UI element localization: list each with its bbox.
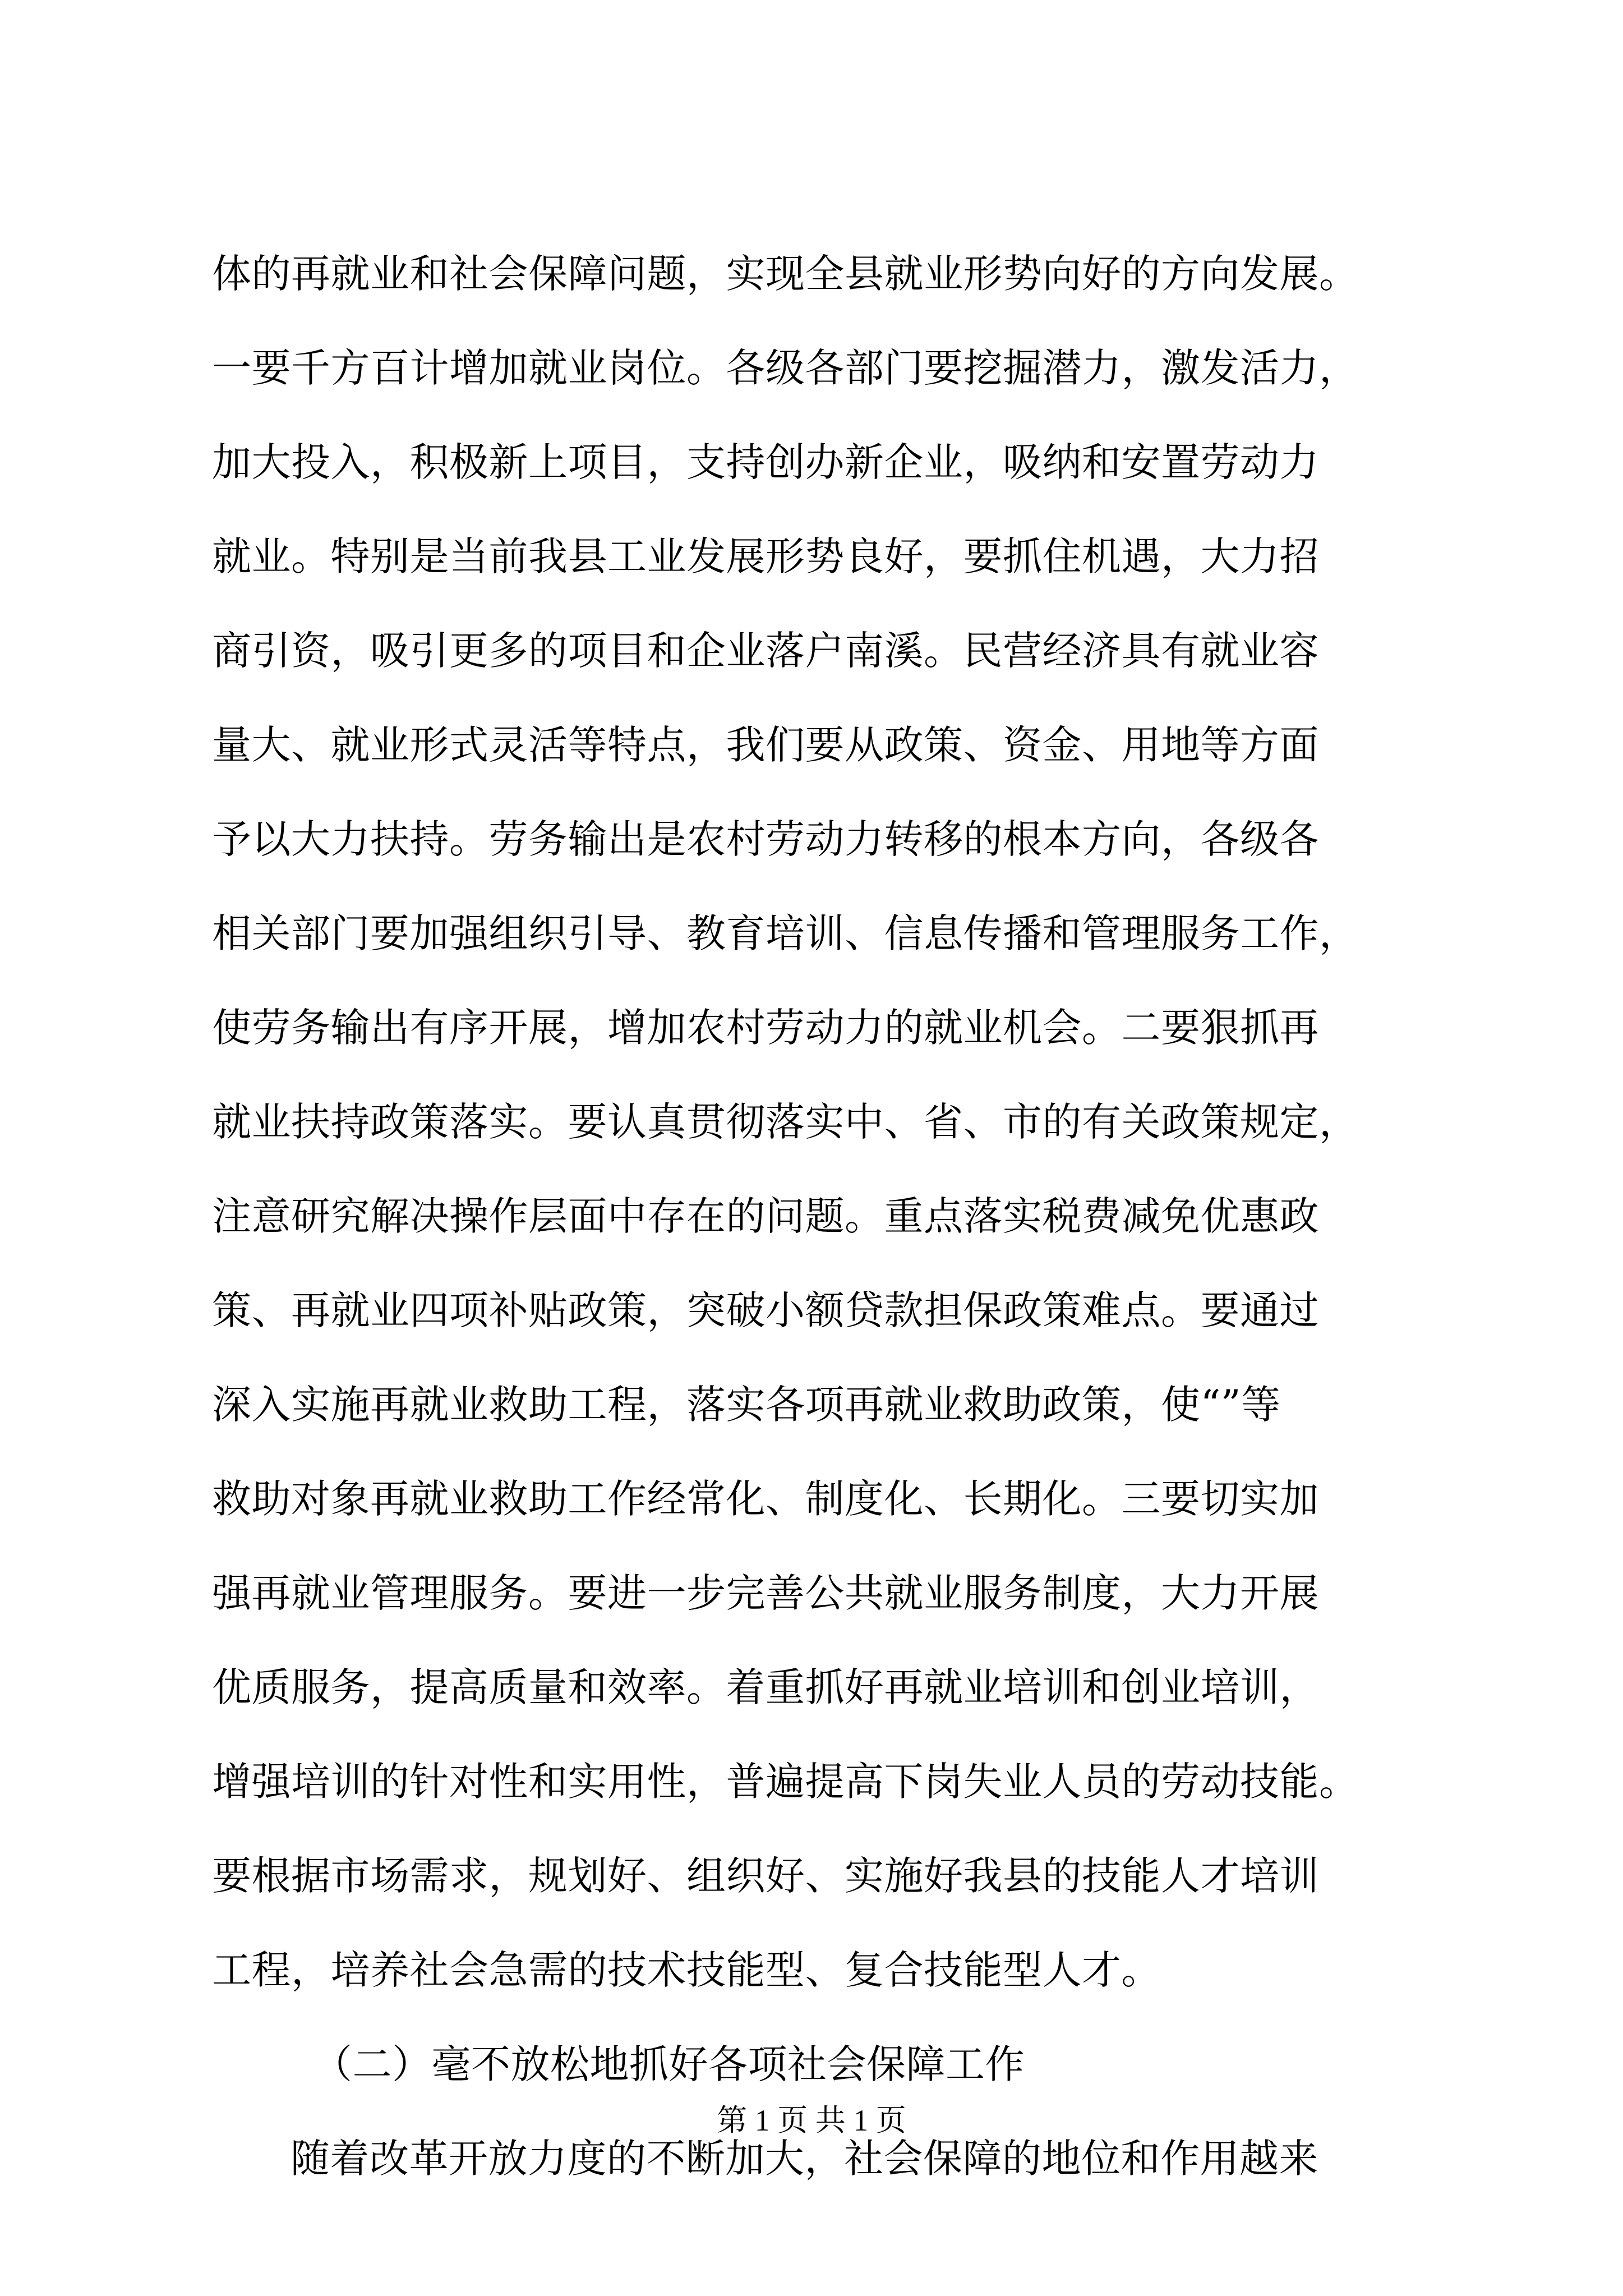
text-line: 救助对象再就业救助工作经常化、制度化、长期化。三要切实加	[212, 1476, 1319, 1522]
text-line: 商引资，吸引更多的项目和企业落户南溪。民营经济具有就业容	[212, 628, 1319, 674]
text-line: 就业。特别是当前我县工业发展形势良好，要抓住机遇，大力招	[212, 533, 1319, 579]
text-line: 注意研究解决操作层面中存在的问题。重点落实税费减免优惠政	[212, 1193, 1319, 1239]
text-line: 深入实施再就业救助工程，落实各项再就业救助政策，使“”等	[212, 1382, 1281, 1428]
text-line: 增强培训的针对性和实用性，普遍提高下岗失业人员的劳动技能。	[212, 1759, 1359, 1805]
text-line: 使劳务输出有序开展，增加农村劳动力的就业机会。二要狠抓再	[212, 1005, 1319, 1051]
body-text	[212, 227, 1446, 2206]
page-footer: 第 1 页 共 1 页	[717, 2104, 906, 2137]
text-line: 加大投入，积极新上项目，支持创办新企业，吸纳和安置劳动力	[212, 439, 1319, 485]
text-line: 体的再就业和社会保障问题，实现全县就业形势向好的方向发展。	[212, 251, 1359, 297]
text-line: 予以大力扶持。劳务输出是农村劳动力转移的根本方向，各级各	[212, 816, 1319, 862]
text-line: 强再就业管理服务。要进一步完善公共就业服务制度，大力开展	[212, 1570, 1319, 1616]
section-heading: （二）毫不放松地抓好各项社会保障工作	[313, 2041, 1025, 2087]
text-line: 量大、就业形式灵活等特点，我们要从政策、资金、用地等方面	[212, 722, 1319, 768]
text-line: 策、再就业四项补贴政策，突破小额贷款担保政策难点。要通过	[212, 1287, 1319, 1333]
text-line: 要根据市场需求，规划好、组织好、实施好我县的技能人才培训	[212, 1853, 1319, 1899]
text-line: 就业扶持政策落实。要认真贯彻落实中、省、市的有关政策规定，	[212, 1099, 1359, 1145]
paragraph-first-line: 随着改革开放力度的不断加大，社会保障的地位和作用越来	[291, 2136, 1318, 2182]
text-line: 一要千方百计增加就业岗位。各级各部门要挖掘潜力，激发活力，	[212, 345, 1359, 391]
text-line: 工程，培养社会急需的技术技能型、复合技能型人才。	[212, 1947, 1161, 1993]
text-line: 优质服务，提高质量和效率。着重抓好再就业培训和创业培训，	[212, 1664, 1319, 1710]
text-line: 相关部门要加强组织引导、教育培训、信息传播和管理服务工作，	[212, 910, 1359, 956]
